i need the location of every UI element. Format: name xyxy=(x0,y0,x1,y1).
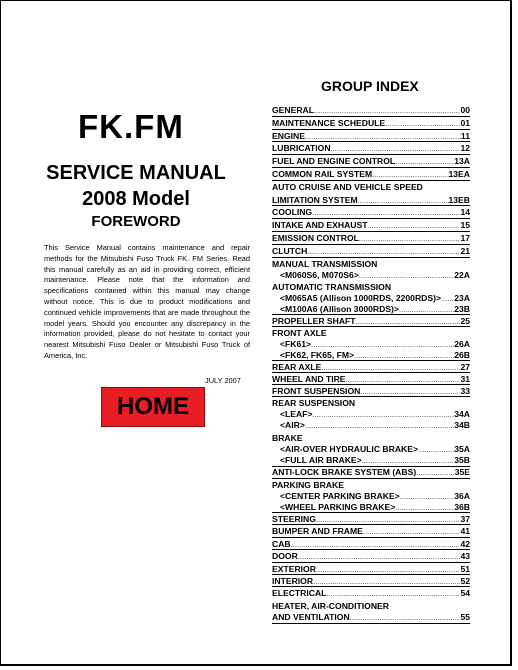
index-entry[interactable] xyxy=(272,491,470,502)
index-entry-label: ANTI-LOCK BRAKE SYSTEM (ABS) xyxy=(272,467,417,478)
index-entry-label: DOOR xyxy=(272,551,298,562)
index-entry-number: 13EB xyxy=(448,194,470,205)
index-entry-label: BUMPER AND FRAME xyxy=(272,526,363,537)
index-entry[interactable] xyxy=(272,339,470,350)
index-entry-label: CLUTCH xyxy=(272,245,308,256)
index-divider xyxy=(272,384,470,385)
index-entry[interactable] xyxy=(272,118,470,129)
index-entry-label: <AIR-OVER HYDRAULIC BRAKE> xyxy=(280,444,418,454)
index-divider xyxy=(272,574,470,575)
index-entry-number: 15 xyxy=(460,220,470,231)
index-divider xyxy=(272,326,470,327)
index-entry[interactable] xyxy=(272,526,470,537)
index-entry-label: EMISSION CONTROL xyxy=(272,233,359,243)
foreword-heading: FOREWORD xyxy=(91,213,181,230)
index-divider xyxy=(272,512,470,513)
index-entry-label: REAR AXLE xyxy=(272,361,322,372)
index-divider xyxy=(272,396,470,397)
index-entry[interactable] xyxy=(272,220,470,231)
index-entry[interactable] xyxy=(272,233,470,244)
index-entry[interactable] xyxy=(272,467,470,478)
index-divider xyxy=(272,586,470,587)
index-entry[interactable] xyxy=(272,143,470,154)
index-entry[interactable] xyxy=(272,444,470,455)
index-entry-label: PARKING BRAKE xyxy=(272,480,344,490)
index-entry-number: 35B xyxy=(454,455,470,465)
index-divider xyxy=(272,524,470,525)
index-entry-label: MAINTENANCE SCHEDULE xyxy=(272,117,386,128)
home-button[interactable]: HOME xyxy=(101,387,205,427)
index-entry-label: <M060S6, M070S6> xyxy=(280,269,359,280)
index-entry-number: 35A xyxy=(454,444,470,454)
index-entry-number: 23B xyxy=(454,303,470,314)
index-divider xyxy=(272,141,470,142)
index-entry[interactable] xyxy=(272,480,470,491)
dot-leader xyxy=(305,421,454,432)
index-entry-label: LIMITATION SYSTEM xyxy=(272,194,358,205)
index-entry-number: 14 xyxy=(460,207,470,218)
index-entry[interactable] xyxy=(272,576,470,587)
index-entry[interactable] xyxy=(272,131,470,142)
index-entry-number: 25 xyxy=(460,315,470,326)
index-entry-number: 21 xyxy=(460,245,470,256)
index-entry[interactable] xyxy=(272,386,470,397)
index-entry-number: 43 xyxy=(460,551,470,562)
index-entry[interactable] xyxy=(272,328,470,339)
index-entry[interactable] xyxy=(272,551,470,562)
index-entry-number: 13A xyxy=(454,156,470,167)
index-entry-label: <WHEEL PARKING BRAKE> xyxy=(280,502,396,512)
index-divider xyxy=(272,623,470,624)
index-entry-number: 01 xyxy=(460,117,470,128)
index-entry[interactable] xyxy=(272,539,470,550)
index-entry[interactable] xyxy=(272,156,470,167)
index-entry-number: 54 xyxy=(460,588,470,599)
index-divider xyxy=(272,466,470,467)
model-year: 2008 Model xyxy=(82,188,190,210)
index-entry[interactable] xyxy=(272,246,470,257)
index-entry-label: <FK61> xyxy=(280,338,312,349)
index-entry[interactable] xyxy=(272,514,470,525)
index-entry-number: 13EA xyxy=(448,169,470,179)
index-entry[interactable] xyxy=(272,182,470,193)
manual-title: SERVICE MANUAL xyxy=(46,162,226,184)
index-entry-label: GENERAL xyxy=(272,105,315,115)
index-entry[interactable] xyxy=(272,409,470,420)
index-entry-label: CAB xyxy=(272,538,291,549)
index-entry[interactable] xyxy=(272,169,470,180)
index-entry-number: 55 xyxy=(460,612,470,623)
index-entry-label: FRONT AXLE xyxy=(272,327,327,338)
index-entry[interactable] xyxy=(272,270,470,281)
index-entry-number: 27 xyxy=(460,361,470,372)
index-entry-label: <AIR> xyxy=(280,420,305,430)
index-entry[interactable] xyxy=(272,601,470,612)
index-divider xyxy=(272,116,470,117)
index-entry[interactable] xyxy=(272,207,470,218)
index-entry-label: ENGINE xyxy=(272,130,305,141)
index-entry[interactable] xyxy=(272,282,470,293)
index-divider xyxy=(272,562,470,563)
index-divider xyxy=(272,129,470,130)
index-divider xyxy=(272,180,470,181)
index-entry-label: EXTERIOR xyxy=(272,563,316,574)
index-entry-number: 31 xyxy=(460,373,470,384)
index-entry-label: <CENTER PARKING BRAKE> xyxy=(280,491,400,501)
index-entry-label: COMMON RAIL SYSTEM xyxy=(272,169,373,179)
dot-leader xyxy=(359,271,454,282)
index-entry-number: 33 xyxy=(460,385,470,396)
index-divider xyxy=(272,231,470,232)
index-entry-label: FRONT SUSPENSION xyxy=(272,385,361,396)
index-entry-number: 00 xyxy=(460,105,470,115)
index-entry-number: 12 xyxy=(460,143,470,154)
group-index-heading: GROUP INDEX xyxy=(321,78,419,94)
index-divider xyxy=(272,372,470,373)
model-title: FK.FM xyxy=(78,108,184,145)
index-entry[interactable] xyxy=(272,433,470,444)
index-entry-label: STEERING xyxy=(272,514,316,524)
index-entry-label: <FULL AIR BRAKE> xyxy=(280,455,362,465)
index-entry-number: 17 xyxy=(460,233,470,243)
index-entry-label: COOLING xyxy=(272,207,313,218)
index-entry[interactable] xyxy=(272,105,470,116)
index-divider xyxy=(272,244,470,245)
index-entry-number: 35E xyxy=(454,467,470,478)
index-entry-label: HEATER, AIR-CONDITIONER xyxy=(272,601,389,612)
index-divider xyxy=(272,218,470,219)
index-entry-label: <M100A6 (Allison 3000RDS)> xyxy=(280,303,399,314)
index-divider xyxy=(272,154,470,155)
index-entry[interactable] xyxy=(272,564,470,575)
index-entry-label: MANUAL TRANSMISSION xyxy=(272,258,378,269)
index-entry-label: AUTO CRUISE AND VEHICLE SPEED xyxy=(272,181,423,192)
index-entry[interactable] xyxy=(272,293,470,304)
index-entry[interactable] xyxy=(272,588,470,599)
foreword-text: This Service Manual contains maintenance and repair methods for the Mitsubishi Fuso Truck FK. FM Series. Read this manual carefully as an aid in providing correct, efficient maintenance. Please note that the information and specifications contained within this manual may change without notice. This is due to product modifications and continued vehicle improvements that are made throughout the model years. Should you encounter any discrepancy in the information provided, please do not hesitate to contact your nearest Mitsubishi Fuso Dealer or Mitsubishi Fuso Truck of America, Inc. xyxy=(44,243,250,360)
index-entry[interactable] xyxy=(272,259,470,270)
publication-date: JULY 2007 xyxy=(205,376,241,385)
index-divider xyxy=(272,360,470,361)
index-entry-number: 36A xyxy=(454,491,470,501)
index-entry-label: PROPELLER SHAFT xyxy=(272,315,356,326)
index-entry-label: ELECTRICAL xyxy=(272,588,327,599)
index-divider xyxy=(272,167,470,168)
index-entry[interactable] xyxy=(272,455,470,466)
index-entry-label: <FK62, FK65, FM> xyxy=(280,349,355,360)
index-entry-label: BRAKE xyxy=(272,433,303,443)
index-entry-number: 26B xyxy=(454,349,470,360)
index-entry-label: INTAKE AND EXHAUST xyxy=(272,220,368,231)
index-divider xyxy=(272,314,470,315)
index-divider xyxy=(272,537,470,538)
index-entry[interactable] xyxy=(272,398,470,409)
index-entry[interactable] xyxy=(272,612,470,623)
index-entry-number: 37 xyxy=(460,514,470,524)
index-entry-label: INTERIOR xyxy=(272,576,314,586)
index-entry-number: 11 xyxy=(460,130,470,141)
index-entry-number: 52 xyxy=(460,576,470,586)
index-divider xyxy=(272,257,470,258)
index-entry-number: 51 xyxy=(460,563,470,574)
index-entry-label: REAR SUSPENSION xyxy=(272,398,356,408)
index-divider xyxy=(272,478,470,479)
index-entry-number: 41 xyxy=(460,526,470,537)
index-entry-label: AND VENTILATION xyxy=(272,612,350,623)
index-entry-number: 34B xyxy=(454,420,470,430)
index-entry-label: AUTOMATIC TRANSMISSION xyxy=(272,281,392,292)
index-entry-number: 23A xyxy=(454,292,470,303)
index-entry-number: 42 xyxy=(460,538,470,549)
index-entry-number: 34A xyxy=(454,409,470,419)
index-entry-label: LUBRICATION xyxy=(272,143,331,154)
index-entry-label: FUEL AND ENGINE CONTROL xyxy=(272,156,396,167)
index-divider xyxy=(272,549,470,550)
index-entry-label: <LEAF> xyxy=(280,409,313,419)
index-entry-number: 26A xyxy=(454,338,470,349)
index-entry[interactable] xyxy=(272,420,470,431)
dot-leader xyxy=(326,589,460,600)
index-entry-label: WHEEL AND TIRE xyxy=(272,373,346,384)
index-entry-number: 36B xyxy=(454,502,470,512)
index-entry-label: <M065A5 (Allison 1000RDS, 2200RDS)> xyxy=(280,292,441,303)
index-entry[interactable] xyxy=(272,195,470,206)
index-divider xyxy=(272,205,470,206)
index-entry-number: 22A xyxy=(454,269,470,280)
